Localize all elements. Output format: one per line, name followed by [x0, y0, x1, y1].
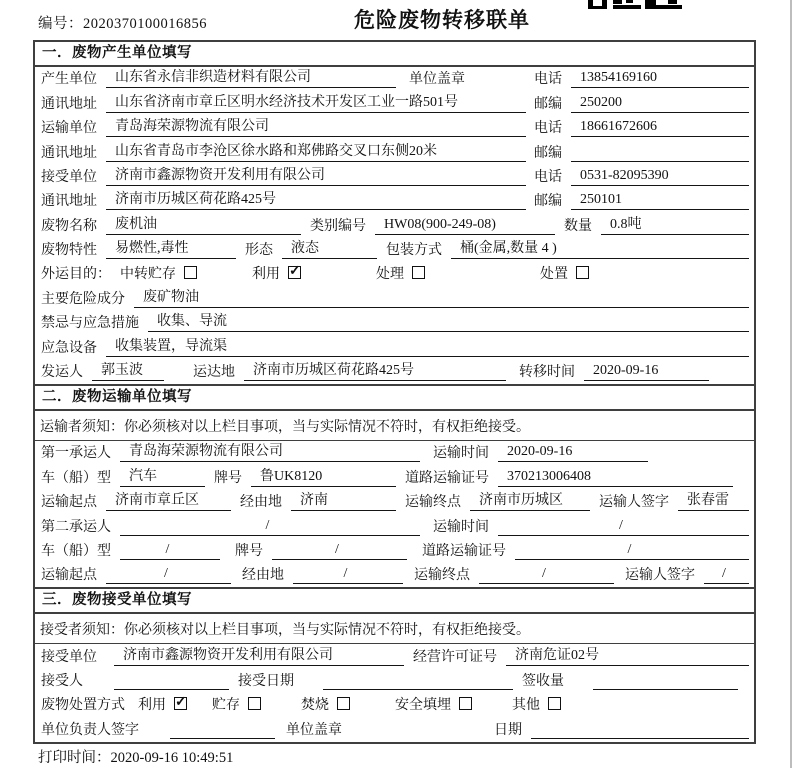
emergency-measures-row	[35, 311, 754, 335]
receive-unit2-value: 济南市鑫源物资开发利用有限公司	[114, 644, 404, 666]
option-label: 贮存	[212, 697, 240, 713]
option-label: 利用	[252, 266, 280, 282]
category-code-value: HW08(900-249-08)	[375, 217, 555, 235]
receive-unit-label: 接受单位	[41, 169, 97, 185]
producer-phone-value: 13854169160	[571, 70, 749, 88]
transfer-time-label: 转移时间	[519, 365, 575, 381]
disposal-option-landfill	[395, 694, 472, 714]
transfer-purpose-label: 外运目的：	[41, 266, 111, 282]
sign-date-label: 日期	[494, 722, 522, 738]
option-label: 中转贮存	[120, 266, 176, 282]
category-code-label: 类别编号	[310, 218, 366, 234]
vehicle-type-label: 车（船）型	[41, 470, 111, 486]
producer-address-value: 山东省济南市章丘区明水经济技术开发区工业一路501号	[106, 91, 526, 113]
transport-zip-label: 邮编	[534, 145, 562, 161]
receive-phone-label: 电话	[534, 169, 562, 185]
purpose-option-utilize	[252, 263, 301, 283]
plate-number2-label: 牌号	[235, 544, 263, 560]
acceptor-row	[35, 669, 754, 693]
plate-number-label: 牌号	[214, 470, 242, 486]
route2-end-label: 运输终点	[414, 568, 470, 584]
producer-address-row	[35, 91, 754, 115]
operate-license-label: 经营许可证号	[413, 649, 497, 665]
receiver-notice-text: 接受者须知：你必须核对以上栏目事项，当与实际情况不符时，有权拒绝接受。	[40, 622, 530, 638]
disposal-option-store	[212, 694, 261, 714]
route-via-value: 济南	[291, 489, 396, 511]
dispatcher-row	[35, 360, 754, 384]
destination-value: 济南市历城区荷花路425号	[244, 359, 506, 381]
section3-header: 三．废物接受单位填写	[35, 587, 754, 614]
plate-number2-value: /	[272, 542, 407, 560]
carrier-sign-value: 张春雷	[678, 489, 749, 511]
unit-seal-label: 单位盖章	[409, 72, 465, 88]
doc-number	[38, 12, 207, 33]
transfer-storage-checkbox	[184, 266, 197, 279]
transport-address-label: 通讯地址	[41, 145, 97, 161]
producer-zip-label: 邮编	[534, 96, 562, 112]
doc-number-label: 编号：	[38, 16, 83, 32]
producer-unit-row	[35, 67, 754, 91]
waste-property-label: 废物特性	[41, 243, 97, 259]
transfer-purpose-row	[35, 262, 754, 286]
second-carrier-label: 第二承运人	[41, 519, 111, 535]
treat-checkbox	[412, 266, 425, 279]
route-start-value: 济南市章丘区	[106, 489, 231, 511]
emergency-measures-value: 收集、导流	[148, 310, 749, 332]
vehicle2-row	[35, 539, 754, 563]
transfer-time-value: 2020-09-16	[584, 363, 709, 381]
physical-form-value: 液态	[282, 237, 377, 259]
purpose-option-transfer-storage	[120, 263, 197, 283]
manifest-form	[33, 40, 756, 744]
transport-time2-label: 运输时间	[433, 519, 489, 535]
transport-unit-label: 运输单位	[41, 121, 97, 137]
disposal-method-row	[35, 693, 754, 717]
responsible-sign-value	[170, 737, 275, 739]
carrier-sign-label: 运输人签字	[599, 495, 669, 511]
option-label: 处置	[540, 266, 568, 282]
second-carrier-value: /	[120, 518, 420, 536]
carrier-notice-text: 运输者须知：你必须核对以上栏目事项，当与实际情况不符时，有权拒绝接受。	[40, 419, 530, 435]
route2-end-value: /	[479, 566, 614, 584]
disposal-method-label: 废物处置方式	[41, 697, 125, 713]
disposal-other-checkbox	[548, 697, 561, 710]
route-end-label: 运输终点	[405, 495, 461, 511]
signed-quantity-value	[593, 688, 738, 690]
hazard-component-label: 主要危险成分	[41, 291, 125, 307]
producer-phone-label: 电话	[534, 72, 562, 88]
option-label: 处理	[376, 266, 404, 282]
option-label: 安全填埋	[395, 697, 451, 713]
transport-unit-value: 青岛海荣源物流有限公司	[106, 115, 526, 137]
page-right-edge	[790, 0, 792, 768]
dispatcher-label: 发运人	[41, 365, 83, 381]
transport-time-value: 2020-09-16	[498, 444, 648, 462]
receive-zip-value: 250101	[571, 192, 749, 210]
road-license-value: 370213006408	[498, 469, 733, 487]
hazard-component-value: 废矿物油	[134, 286, 749, 308]
transport-zip-value	[571, 160, 749, 162]
route2-start-value: /	[106, 566, 231, 584]
option-label: 焚烧	[301, 697, 329, 713]
receive-zip-label: 邮编	[534, 194, 562, 210]
signed-quantity-label: 签收量	[522, 674, 564, 690]
operate-license-value: 济南危证02号	[506, 644, 749, 666]
route-end-value: 济南市历城区	[470, 489, 590, 511]
packing-label: 包装方式	[386, 243, 442, 259]
transport-time2-value: /	[498, 518, 749, 536]
accept-date-value	[323, 688, 513, 690]
print-time-value: 2020-09-16 10:49:51	[110, 750, 234, 766]
vehicle-type2-value: /	[120, 542, 220, 560]
producer-address-label: 通讯地址	[41, 96, 97, 112]
disposal-option-other	[512, 694, 561, 714]
disposal-option-incinerate	[301, 694, 350, 714]
dispatcher-value: 郭玉波	[92, 359, 164, 381]
disposal-incinerate-checkbox	[337, 697, 350, 710]
vehicle-type-value: 汽车	[120, 465, 205, 487]
receive-unit2-label: 接受单位	[41, 649, 97, 665]
qr-code-fragment	[588, 0, 684, 9]
first-carrier-row	[35, 441, 754, 465]
route2-via-label: 经由地	[242, 568, 284, 584]
doc-number-value: 2020370100016856	[83, 16, 207, 32]
vehicle-type2-label: 车（船）型	[41, 544, 111, 560]
packing-value: 桶(金属,数量 4 )	[451, 237, 749, 259]
disposal-store-checkbox	[248, 697, 261, 710]
route2-via-value: /	[293, 566, 403, 584]
physical-form-label: 形态	[245, 243, 273, 259]
print-time	[38, 746, 233, 767]
vehicle1-row	[35, 465, 754, 489]
option-label: 利用	[138, 697, 166, 713]
page-title: 危险废物转移联单	[354, 8, 530, 32]
receive-address-value: 济南市历城区荷花路425号	[106, 188, 526, 210]
emergency-equipment-label: 应急设备	[41, 340, 97, 356]
accept-date-label: 接受日期	[238, 674, 294, 690]
sign-date-value	[531, 737, 749, 739]
receiver-notice-row	[35, 614, 754, 644]
section2-header: 二．废物运输单位填写	[35, 384, 754, 411]
waste-property-row	[35, 238, 754, 262]
responsible-sign-label: 单位负责人签字	[41, 722, 139, 738]
receive-address-row	[35, 189, 754, 213]
producer-unit-label: 产生单位	[41, 72, 97, 88]
route1-row	[35, 490, 754, 514]
road-license2-value: /	[515, 542, 749, 560]
producer-unit-value: 山东省永信非织造材料有限公司	[106, 66, 396, 88]
acceptor-label: 接受人	[41, 674, 83, 690]
route2-start-label: 运输起点	[41, 568, 97, 584]
transport-address-value: 山东省青岛市李沧区徐水路和郑佛路交叉口东侧20米	[106, 140, 526, 162]
transport-time-label: 运输时间	[433, 446, 489, 462]
disposal-landfill-checkbox	[459, 697, 472, 710]
receive-unit-row	[35, 165, 754, 189]
emergency-equipment-value: 收集装置，导流渠	[106, 335, 749, 357]
quantity-value: 0.8吨	[601, 213, 749, 235]
second-carrier-row	[35, 514, 754, 538]
transport-phone-value: 18661672606	[571, 119, 749, 137]
route-via-label: 经由地	[240, 495, 282, 511]
route2-row	[35, 563, 754, 587]
dispose-checkbox	[576, 266, 589, 279]
waste-property-value: 易燃性,毒性	[106, 237, 236, 259]
print-time-label: 打印时间：	[38, 750, 111, 766]
waste-name-row	[35, 213, 754, 237]
first-carrier-label: 第一承运人	[41, 446, 111, 462]
option-label: 其他	[512, 697, 540, 713]
road-license-label: 道路运输证号	[405, 470, 489, 486]
receive-phone-value: 0531-82095390	[571, 168, 749, 186]
disposal-option-utilize	[138, 694, 187, 714]
transport-unit-row	[35, 116, 754, 140]
receive-address-label: 通讯地址	[41, 194, 97, 210]
plate-number-value: 鲁UK8120	[251, 465, 396, 487]
transport-address-row	[35, 140, 754, 164]
purpose-option-treat	[376, 263, 425, 283]
producer-zip-value: 250200	[571, 95, 749, 113]
road-license2-label: 道路运输证号	[422, 544, 506, 560]
transport-phone-label: 电话	[534, 121, 562, 137]
section1-header: 一．废物产生单位填写	[35, 42, 754, 67]
waste-name-value: 废机油	[106, 213, 301, 235]
first-carrier-value: 青岛海荣源物流有限公司	[120, 440, 420, 462]
destination-label: 运达地	[193, 365, 235, 381]
purpose-option-dispose	[540, 263, 589, 283]
disposal-utilize-checkbox	[174, 697, 187, 710]
emergency-equipment-row	[35, 335, 754, 359]
route-start-label: 运输起点	[41, 495, 97, 511]
responsible-sign-row	[35, 718, 754, 742]
hazard-component-row	[35, 287, 754, 311]
receive-unit-value: 济南市鑫源物资开发利用有限公司	[106, 164, 526, 186]
utilize-checkbox	[288, 266, 301, 279]
quantity-label: 数量	[564, 218, 592, 234]
acceptor-value	[114, 688, 229, 690]
carrier2-sign-label: 运输人签字	[625, 568, 695, 584]
emergency-measures-label: 禁忌与应急措施	[41, 316, 139, 332]
carrier-notice-row	[35, 411, 754, 441]
receive-unit-license-row	[35, 644, 754, 668]
unit-seal2-label: 单位盖章	[286, 722, 342, 738]
waste-name-label: 废物名称	[41, 218, 97, 234]
carrier2-sign-value: /	[704, 566, 749, 584]
